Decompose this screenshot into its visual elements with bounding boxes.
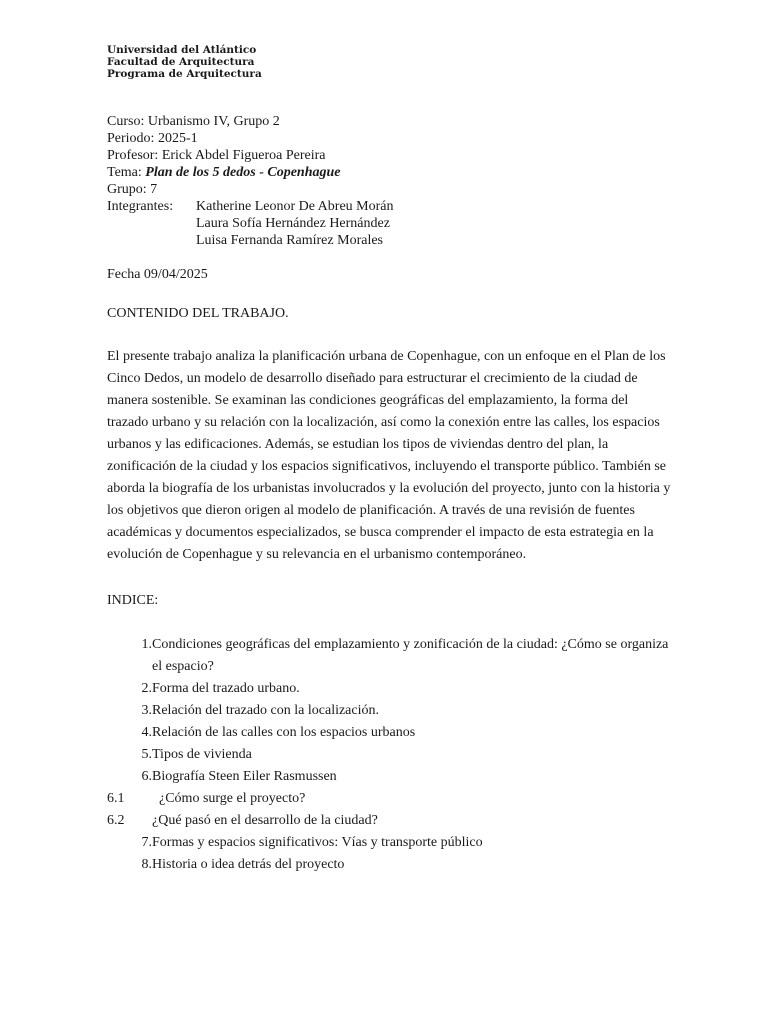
abstract-line: académicas y documentos especializados, se busca comprender el impacto de esta estrategia en la — [107, 525, 654, 540]
index-number: 1. — [141, 637, 152, 652]
index-text: el espacio? — [152, 659, 214, 674]
abstract-paragraph — [107, 346, 671, 566]
index-text: Relación de las calles con los espacios urbanos — [152, 725, 416, 740]
abstract-line: aborda la biografía de los urbanistas involucrados y la evolución del proyecto, junto con la historia y — [107, 481, 671, 496]
members-list — [196, 198, 393, 249]
index-number: 6.2 — [107, 813, 125, 828]
index-text: Biografía Steen Eiler Rasmussen — [152, 769, 337, 784]
index-text: Relación del trazado con la localización. — [152, 703, 380, 718]
course-line: Curso: Urbanismo IV, Grupo 2 — [107, 114, 280, 129]
index-item — [107, 634, 667, 678]
members-label: Integrantes: — [107, 199, 174, 214]
index-item — [107, 788, 667, 810]
index-text: Forma del trazado urbano. — [152, 681, 300, 696]
members-block — [107, 198, 393, 249]
abstract-line: El presente trabajo analiza la planificación urbana de Copenhague, con un enfoque en el Plan de los — [107, 349, 666, 364]
faculty-name: Facultad de Arquitectura — [107, 56, 255, 68]
topic-title: Plan de los 5 dedos - Copenhague — [145, 165, 341, 180]
abstract-line: los objetivos que dieron origen al modelo de planificación. A través de una revisión de fuentes — [107, 503, 635, 518]
index-number: 3. — [141, 703, 152, 718]
program-name: Programa de Arquitectura — [107, 68, 262, 80]
index-item — [107, 832, 667, 854]
index-item — [107, 810, 667, 832]
index-text: Formas y espacios significativos: Vías y transporte público — [152, 835, 483, 850]
index-item — [107, 678, 667, 700]
abstract-line: trazado urbano y su relación con la localización, así como la conexión entre las calles, los espacios — [107, 415, 660, 430]
index-item — [107, 766, 667, 788]
date-line: Fecha 09/04/2025 — [107, 267, 208, 282]
group-line: Grupo: 7 — [107, 182, 158, 197]
index-number: 4. — [141, 725, 152, 740]
index-item — [107, 722, 667, 744]
index-number: 8. — [141, 857, 152, 872]
member-name: Katherine Leonor De Abreu Morán — [196, 199, 394, 214]
abstract-line: urbanos y las edificaciones. Además, se estudian los tipos de viviendas dentro del plan, la — [107, 437, 609, 452]
member-name: Laura Sofía Hernández Hernández — [196, 216, 390, 231]
period-line: Periodo: 2025-1 — [107, 131, 198, 146]
topic-label: Tema: — [107, 165, 146, 180]
index-text: Condiciones geográficas del emplazamiento y zonificación de la ciudad: ¿Cómo se organiza — [152, 637, 669, 652]
abstract-line: Cinco Dedos, un modelo de desarrollo diseñado para estructurar el crecimiento de la ciudad de — [107, 371, 638, 386]
index-item — [107, 744, 667, 766]
abstract-line: evolución de Copenhague y su relevancia en el urbanismo contemporáneo. — [107, 547, 527, 562]
course-info — [107, 113, 393, 249]
index-text: ¿Qué pasó en el desarrollo de la ciudad? — [152, 813, 378, 828]
content-heading: CONTENIDO DEL TRABAJO. — [107, 306, 289, 321]
member-name: Luisa Fernanda Ramírez Morales — [196, 233, 383, 248]
index-list — [107, 634, 667, 876]
index-number: 2. — [141, 681, 152, 696]
university-name: Universidad del Atlántico — [107, 44, 257, 56]
index-number: 6. — [141, 769, 152, 784]
index-heading: INDICE: — [107, 593, 159, 608]
abstract-line: zonificación de la ciudad y los espacios significativos, incluyendo el transporte público. También se — [107, 459, 666, 474]
index-item — [107, 700, 667, 722]
index-number: 5. — [141, 747, 152, 762]
index-number: 7. — [141, 835, 152, 850]
professor-line: Profesor: Erick Abdel Figueroa Pereira — [107, 148, 326, 163]
abstract-line: manera sostenible. Se examinan las condiciones geográficas del emplazamiento, la forma del — [107, 393, 629, 408]
index-item — [107, 854, 667, 876]
index-text: Historia o idea detrás del proyecto — [152, 857, 345, 872]
index-number: 6.1 — [107, 791, 125, 806]
topic-line — [107, 164, 393, 181]
institution-header — [107, 44, 262, 80]
index-text: Tipos de vivienda — [152, 747, 252, 762]
index-text: ¿Cómo surge el proyecto? — [152, 791, 306, 806]
